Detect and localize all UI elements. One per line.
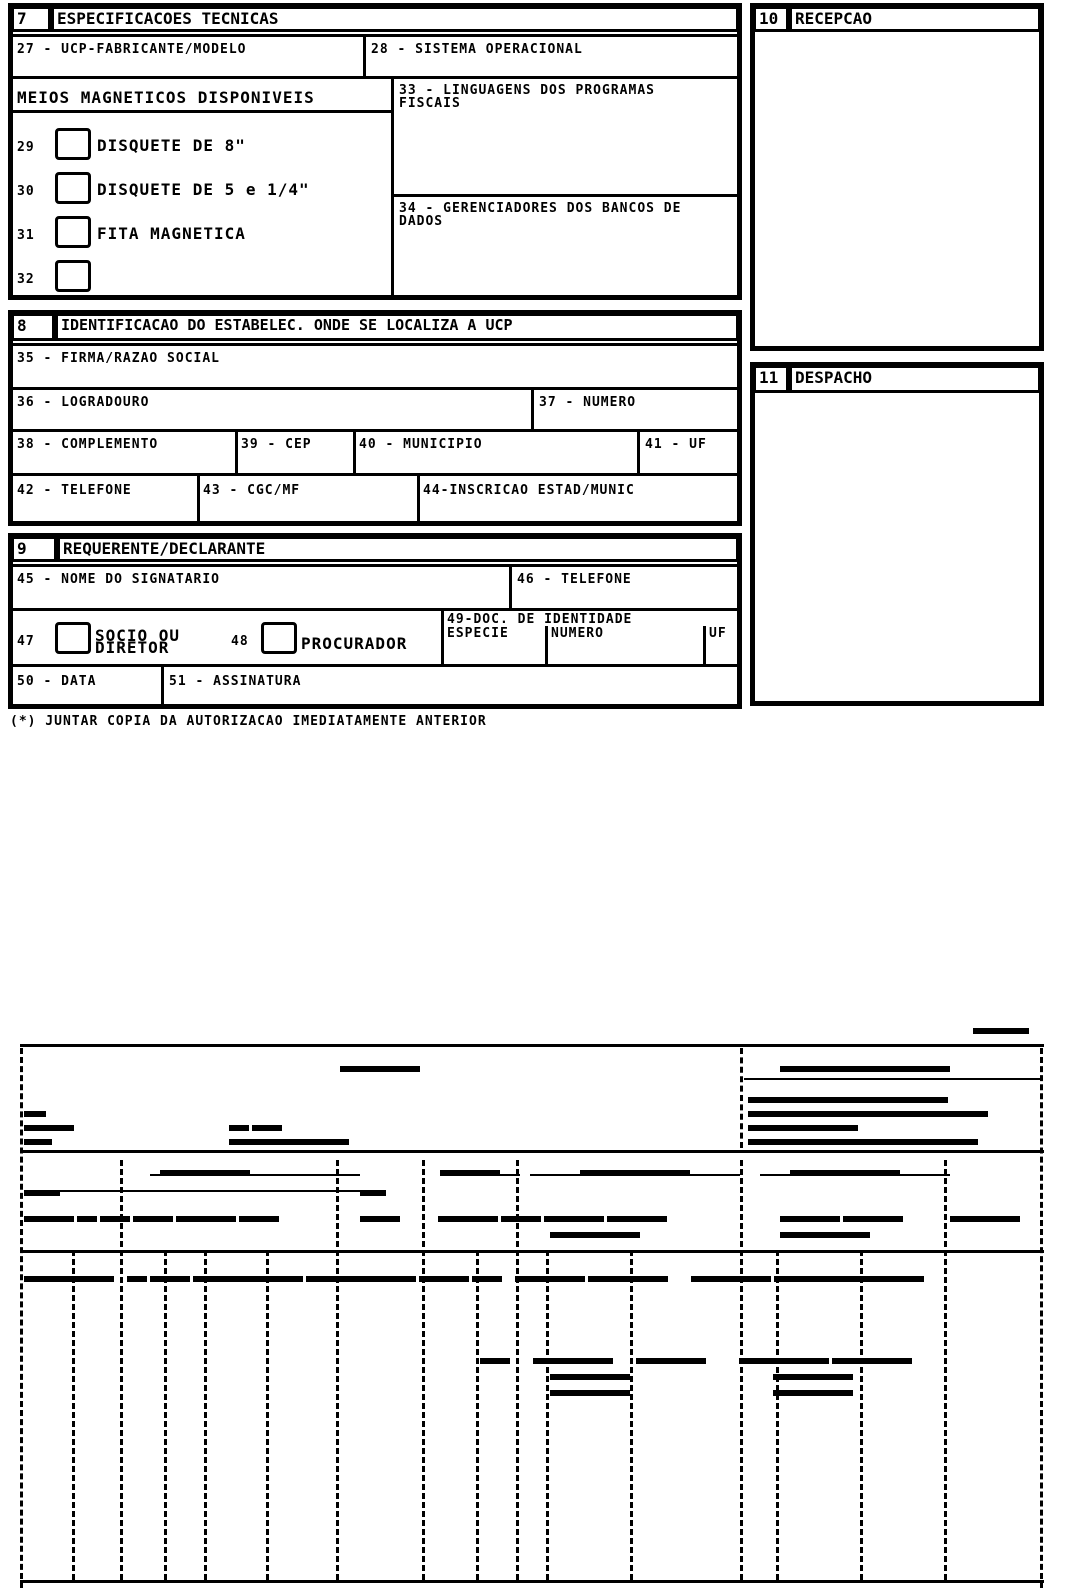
section-11-despacho: [750, 362, 1044, 706]
option-47-label: SOCIO OU DIRETOR: [95, 626, 181, 657]
field-49-uf: UF: [709, 626, 727, 641]
field-27-label: 27 - UCP-FABRICANTE/MODELO: [17, 42, 247, 57]
field-38-label: 38 - COMPLEMENTO: [17, 437, 159, 452]
section-10-recepcao: [750, 3, 1044, 351]
checkbox-47[interactable]: [55, 622, 91, 654]
ledger-header-left-lines: [24, 1106, 352, 1148]
field-45-label: 45 - NOME DO SIGNATARIO: [17, 572, 221, 587]
section-10-title: RECEPCAO: [789, 6, 1041, 32]
option-48-label: PROCURADOR: [301, 634, 408, 653]
field-50-label: 50 - DATA: [17, 674, 97, 689]
field-33-label: 33 - LINGUAGENS DOS PROGRAMAS FISCAIS: [399, 83, 655, 111]
field-49-numero: NUMERO: [551, 626, 604, 641]
ledger-title: [340, 1058, 423, 1077]
media-title: MEIOS MAGNETICOS DISPONIVEIS: [17, 88, 315, 107]
field-44-label: 44-INSCRICAO ESTAD/MUNIC: [423, 483, 635, 498]
field-51-label: 51 - ASSINATURA: [169, 674, 302, 689]
section-11-number: 11: [753, 365, 789, 393]
field-34-label: 34 - GERENCIADORES DOS BANCOS DE DADOS: [399, 201, 682, 229]
field-40-label: 40 - MUNICIPIO: [359, 437, 483, 452]
option-32-number: 32: [17, 272, 35, 287]
option-31-label: FITA MAGNETICA: [97, 224, 246, 243]
footnote: (*) JUNTAR COPIA DA AUTORIZACAO IMEDIATAMENTE ANTERIOR: [10, 714, 487, 729]
option-29-label: DISQUETE DE 8": [97, 136, 246, 155]
field-37-label: 37 - NUMERO: [539, 395, 637, 410]
option-47-number: 47: [17, 634, 35, 649]
field-39-label: 39 - CEP: [241, 437, 312, 452]
checkbox-31[interactable]: [55, 216, 91, 248]
field-35-label: 35 - FIRMA/RAZAO SOCIAL: [17, 351, 221, 366]
section-8-number: 8: [11, 313, 55, 341]
option-30-label: DISQUETE DE 5 e 1/4": [97, 180, 310, 199]
option-48-number: 48: [231, 634, 249, 649]
section-11-title: DESPACHO: [789, 365, 1041, 393]
section-9-number: 9: [11, 536, 57, 562]
field-36-label: 36 - LOGRADOURO: [17, 395, 150, 410]
section-10-number: 10: [753, 6, 789, 32]
checkbox-48[interactable]: [261, 622, 297, 654]
ledger-form: [20, 1020, 1050, 1585]
field-42-label: 42 - TELEFONE: [17, 483, 132, 498]
option-29-number: 29: [17, 140, 35, 155]
field-43-label: 43 - CGC/MF: [203, 483, 301, 498]
option-30-number: 30: [17, 184, 35, 199]
section-7-number: 7: [11, 6, 51, 32]
ledger-header-right-lines: [748, 1092, 991, 1148]
section-9-title: REQUERENTE/DECLARANTE: [57, 536, 739, 562]
field-49-label: 49-DOC. DE IDENTIDADE: [447, 612, 633, 627]
checkbox-30[interactable]: [55, 172, 91, 204]
ledger-form-code: [973, 1020, 1032, 1039]
field-41-label: 41 - UF: [645, 437, 707, 452]
section-9-requerente: [8, 533, 742, 709]
section-8-title: IDENTIFICACAO DO ESTABELEC. ONDE SE LOCALIZA A UCP: [55, 313, 739, 341]
field-46-label: 46 - TELEFONE: [517, 572, 632, 587]
checkbox-32[interactable]: [55, 260, 91, 292]
field-49-especie: ESPECIE: [447, 626, 509, 641]
option-31-number: 31: [17, 228, 35, 243]
checkbox-29[interactable]: [55, 128, 91, 160]
ledger-row-4: [550, 1382, 856, 1401]
ledger-row-1: [24, 1268, 927, 1287]
section-7-especificacoes: [8, 3, 742, 300]
ledger-header-right-title: [780, 1058, 953, 1077]
ledger-col-headers: [20, 1154, 1044, 1244]
section-8-identificacao: [8, 310, 742, 526]
field-28-label: 28 - SISTEMA OPERACIONAL: [371, 42, 583, 57]
section-7-title: ESPECIFICACOES TECNICAS: [51, 6, 739, 32]
